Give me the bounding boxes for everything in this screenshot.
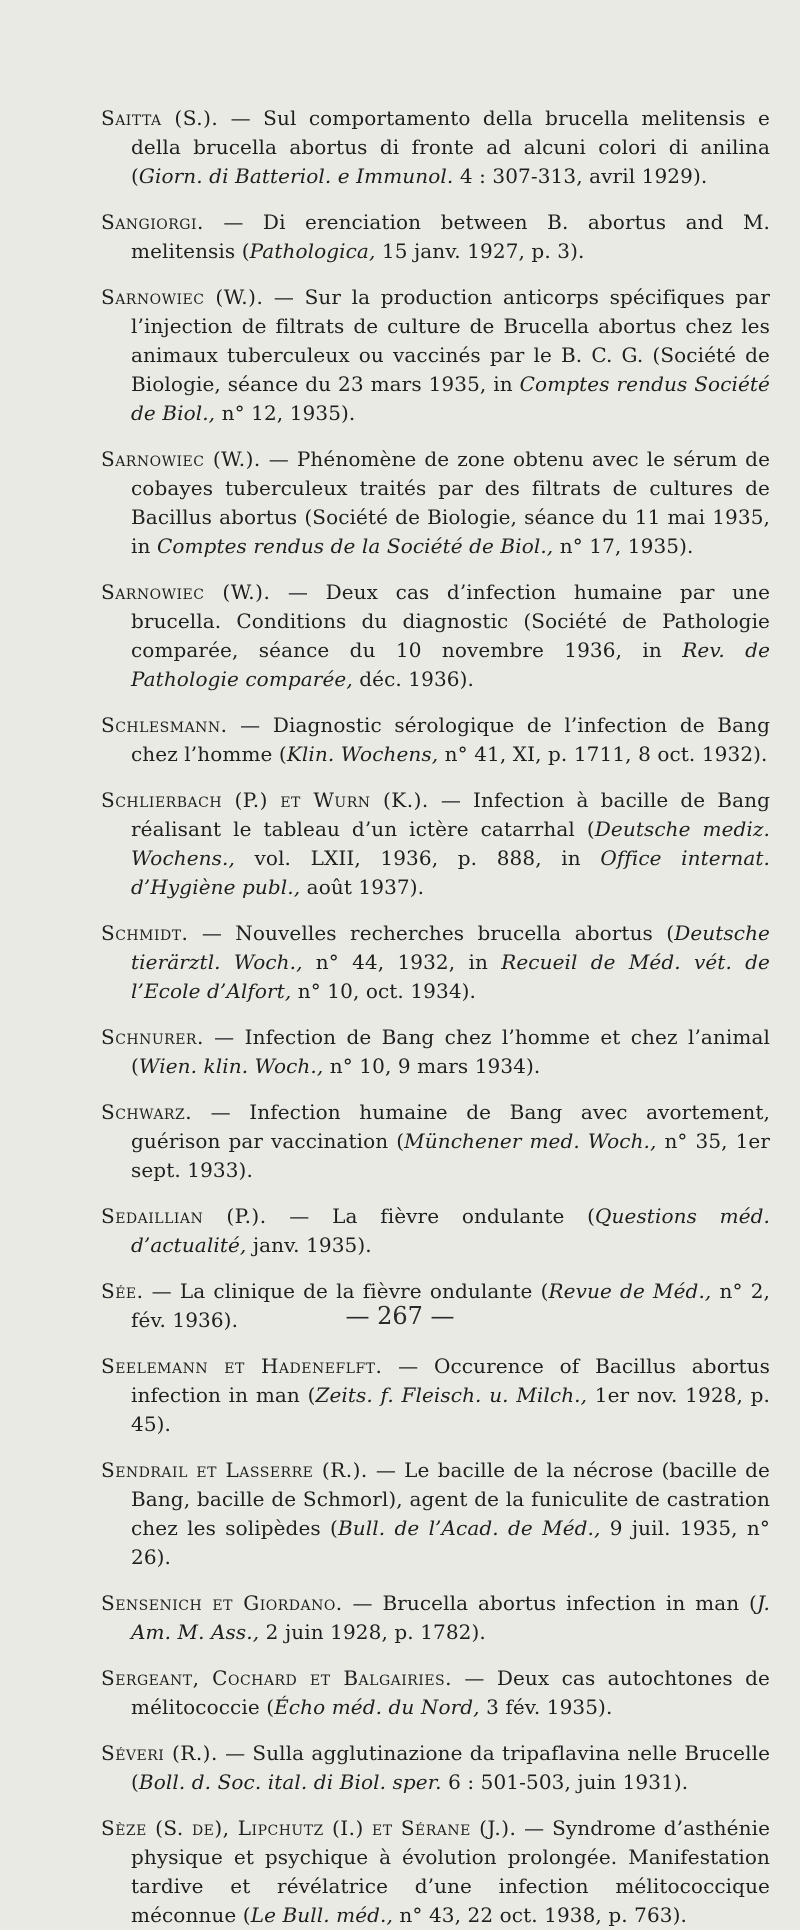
bibliography-entry (101, 919, 770, 1006)
bibliography-entry (101, 1023, 770, 1081)
entry-source: Deutsche mediz. Wochens., (131, 817, 770, 870)
entry-source: Pathologica, (249, 239, 376, 263)
entry-text: janv. 1935). (246, 1233, 372, 1257)
entry-author: Schmidt. (101, 921, 189, 945)
entry-source: Office internat. d’Hygiène publ., (131, 846, 770, 899)
entry-text: n° 12, 1935). (215, 401, 356, 425)
entry-source: Giorn. di Batteriol. e Immunol. (138, 164, 454, 188)
bibliography-entry (101, 1456, 770, 1572)
entry-source: Bull. de l’Acad. de Méd., (337, 1516, 601, 1540)
entry-source: Wien. klin. Woch., (138, 1054, 324, 1078)
entry-text: vol. LXII, 1936, p. 888, in (234, 846, 601, 870)
entry-author: Sée. (101, 1279, 144, 1303)
entry-text: — Sur la production anticorps spécifiques par l’injection de filtrats de culture de Brucella abortus chez les animaux tuberculeux ou vaccinés par le B. C. G. (Société de Biologie, séance du 23 mars 1935, in (131, 285, 770, 396)
bibliography-entry (101, 1664, 770, 1722)
bibliography-entry (101, 1589, 770, 1647)
entry-author: Schnurer. (101, 1025, 204, 1049)
entry-source: Le Bull. méd., (250, 1903, 393, 1927)
entry-source: Recueil de Méd. vét. de l’Ecole d’Alfort, (131, 950, 770, 1003)
bibliography-entry (101, 711, 770, 769)
entry-author: Séveri (R.). (101, 1741, 218, 1765)
entry-text: n° 44, 1932, in (302, 950, 502, 974)
bibliography-entry (101, 1814, 770, 1930)
entry-author: Sèze (S. de), Lipchutz (I.) et Sérane (J.). (101, 1816, 517, 1840)
entry-text: — Deux cas d’infection humaine par une brucella. Conditions du diagnostic (Société de Pathologie comparée, séance du 10 novembre 1936, in (131, 580, 770, 662)
entry-author: Schwarz. (101, 1100, 193, 1124)
entry-text: n° 10, 9 mars 1934). (323, 1054, 541, 1078)
entry-source: Münchener med. Woch., (404, 1129, 657, 1153)
entry-author: Sarnowiec (W.). (101, 285, 264, 309)
entry-text: 9 juil. 1935, n° 26). (131, 1516, 770, 1569)
entry-author: Sarnowiec (W.). (101, 447, 261, 471)
entry-author: Schlierbach (P.) et Wurn (K.). (101, 788, 429, 812)
entry-author: Sensenich et Giordano. (101, 1591, 343, 1615)
entry-author: Sangiorgi. (101, 210, 204, 234)
entry-text: — Phénomène de zone obtenu avec le sérum de cobayes tuberculeux traités par des filtrats de cultures de Bacillus abortus (Société de Biologie, séance du 11 mai 1935, in (131, 447, 771, 558)
entry-text: — Deux cas autochtones de mélitococcie ( (131, 1666, 770, 1719)
entry-text: août 1937). (300, 875, 425, 899)
entry-source: Questions méd. d’actualité, (131, 1204, 770, 1257)
entry-text: 6 : 501-503, juin 1931). (441, 1770, 689, 1794)
entry-text: 15 janv. 1927, p. 3). (375, 239, 585, 263)
bibliography-entry (101, 208, 770, 266)
entry-source: Zeits. f. Fleisch. u. Milch., (315, 1383, 588, 1407)
entry-text: déc. 1936). (352, 667, 474, 691)
entry-source: J. Am. M. Ass., (131, 1591, 770, 1644)
entry-author: Sergeant, Cochard et Balgairies. (101, 1666, 453, 1690)
bibliography-entry (101, 786, 770, 902)
entry-text: — Infection à bacille de Bang réalisant le tableau d’un ictère catarrhal ( (131, 788, 771, 841)
page-number: — 267 — (345, 1302, 455, 1330)
entry-text: — Le bacille de la nécrose (bacille de Bang, bacille de Schmorl), agent de la funiculite de castration chez les solipèdes ( (131, 1458, 770, 1540)
entry-text: — Di erenciation between B. abortus and M. melitensis ( (131, 210, 770, 263)
entry-author: Sendrail et Lasserre (R.). (101, 1458, 368, 1482)
entry-text: — La clinique de la fièvre ondulante ( (143, 1279, 549, 1303)
entry-text: — Infection humaine de Bang avec avortement, guérison par vaccination ( (131, 1100, 770, 1153)
entry-source: Boll. d. Soc. ital. di Biol. sper. (138, 1770, 442, 1794)
entry-text: n° 41, XI, p. 1711, 8 oct. 1932). (438, 742, 768, 766)
entry-author: Sedaillian (P.). (101, 1204, 267, 1228)
entry-source: Rev. de Pathologie comparée, (131, 638, 771, 691)
bibliography-entry (101, 1352, 770, 1439)
entry-author: Seelemann et Hadeneflft. (101, 1354, 383, 1378)
entry-text: — Occurence of Bacillus abortus infection in man ( (131, 1354, 770, 1407)
entry-author: Saitta (S.). (101, 106, 219, 130)
entry-author: Sarnowiec (W.). (101, 580, 271, 604)
bibliography-entry (101, 1098, 770, 1185)
entry-text: 1er nov. 1928, p. 45). (131, 1383, 770, 1436)
bibliography-entry (101, 1739, 770, 1797)
entry-text: — Infection de Bang chez l’homme et chez l’animal ( (131, 1025, 770, 1078)
entry-text: — Nouvelles recherches brucella abortus ( (188, 921, 675, 945)
bibliography-entry (101, 104, 770, 191)
entry-source: Comptes rendus de la Société de Biol., (156, 534, 554, 558)
entry-text: 4 : 307-313, avril 1929). (453, 164, 708, 188)
bibliography-entry (101, 445, 770, 561)
entry-text: — Sul comportamento della brucella melitensis e della brucella abortus di fronte ad alcuni colori di anilina ( (131, 106, 770, 188)
entry-text: n° 10, oct. 1934). (291, 979, 477, 1003)
entry-source: Revue de Méd., (548, 1279, 712, 1303)
entry-source: Klin. Wochens, (286, 742, 439, 766)
bibliography-entry (101, 578, 770, 694)
entry-source: Écho méd. du Nord, (274, 1695, 480, 1719)
bibliography-entry (101, 283, 770, 428)
entry-text: — Sulla agglutinazione da tripaflavina nelle Brucelle ( (131, 1741, 771, 1794)
entry-text: 3 fév. 1935). (479, 1695, 613, 1719)
bibliography-list (101, 104, 770, 1930)
entry-text: n° 2, fév. 1936). (131, 1279, 771, 1332)
entry-text: n° 43, 22 oct. 1938, p. 763). (392, 1903, 687, 1927)
entry-text: n° 35, 1er sept. 1933). (131, 1129, 771, 1182)
entry-text: 2 juin 1928, p. 1782). (259, 1620, 486, 1644)
bibliography-entry (101, 1202, 770, 1260)
entry-text: — Diagnostic sérologique de l’infection de Bang chez l’homme ( (131, 713, 770, 766)
entry-text: — Brucella abortus infection in man ( (342, 1591, 757, 1615)
entry-source: Comptes rendus Société de Biol., (131, 372, 770, 425)
entry-text: — La fièvre ondulante ( (266, 1204, 596, 1228)
entry-text: n° 17, 1935). (553, 534, 694, 558)
entry-source: Deutsche tierärztl. Woch., (131, 921, 770, 974)
entry-author: Schlesmann. (101, 713, 228, 737)
entry-text: — Syndrome d’asthénie physique et psychique à évolution prolongée. Manifestation tardive et révélatrice d’une infection mélitococcique méconnue ( (131, 1816, 771, 1927)
